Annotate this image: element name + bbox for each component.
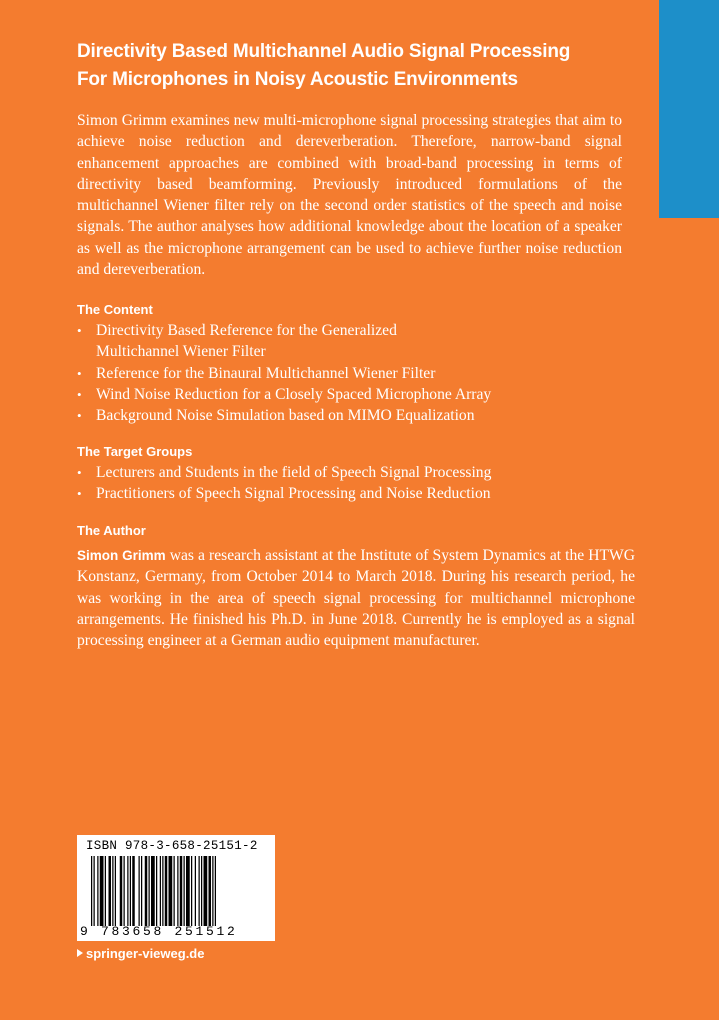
- barcode-bar: [191, 856, 192, 926]
- barcode-bar: [124, 856, 125, 926]
- barcode-bar: [215, 856, 216, 926]
- content-list: [77, 320, 637, 426]
- barcode-bar: [156, 856, 157, 926]
- content-item: • Background Noise Simulation based on MIMO Equalization: [77, 405, 637, 426]
- book-title: [77, 38, 647, 94]
- barcode-bar: [91, 856, 92, 926]
- target-groups-heading: The Target Groups: [77, 444, 193, 459]
- author-bio: [77, 545, 635, 651]
- author-bio-text: was a research assistant at the Institute of System Dynamics at the HTWG Konstanz, Germany, from October 2014 to March 2018. During his research period, he was working in the area of speech signal processing for multichannel microphone arrangements. He finished his Ph.D. in June 2018. Currently he is employed as a signal processing engineer at a German audio equipment manufacturer.: [77, 547, 636, 650]
- barcode-bar: [177, 856, 178, 926]
- barcode-bar: [212, 856, 213, 926]
- barcode-bar: [201, 856, 202, 926]
- barcode-bar: [112, 856, 113, 926]
- content-item: • Directivity Based Reference for the Generalized Multichannel Wiener Filter: [77, 320, 637, 363]
- barcode-bar: [141, 856, 142, 926]
- barcode-bar: [145, 856, 148, 926]
- barcode-bar: [115, 856, 116, 926]
- barcode-bar: [151, 856, 155, 926]
- barcode-bar: [120, 856, 123, 926]
- barcode-bar: [105, 856, 106, 926]
- barcode-bar: [149, 856, 150, 926]
- author-name: Simon Grimm: [77, 548, 166, 563]
- barcode-bar: [165, 856, 168, 926]
- barcode-bar: [132, 856, 135, 926]
- barcode-bar: [180, 856, 183, 926]
- content-heading: The Content: [77, 302, 153, 317]
- isbn-barcode: [77, 835, 275, 941]
- barcode-bar: [204, 856, 208, 926]
- abstract-paragraph: Simon Grimm examines new multi-microphone signal processing strategies that aim to achieve noise reduction and dereverberation. Therefore, narrow-band signal enhancement approaches are combined with broad-band processing in terms of directivity based beamforming. Previously introduced formulations of the multichannel Wiener filter rely on the second order statistics of the speech and noise signals. The author analyses how additional knowledge about the location of a speaker as well as the microphone arrangement can be used to achieve further noise reduction and dereverberation.: [77, 112, 622, 279]
- barcode-bar: [209, 856, 212, 926]
- barcode-bar: [186, 856, 190, 926]
- content-item: • Reference for the Binaural Multichannel Wiener Filter: [77, 363, 637, 384]
- barcode-digits: 9 783658 251512: [80, 924, 238, 939]
- barcode-bar: [199, 856, 200, 926]
- barcode-bar: [100, 856, 104, 926]
- title-line-2: For Microphones in Noisy Acoustic Environments: [77, 69, 518, 90]
- target-group-item: • Lecturers and Students in the field of Speech Signal Processing: [77, 462, 637, 483]
- author-heading: The Author: [77, 523, 146, 538]
- publisher-url: springer-vieweg.de: [86, 946, 205, 961]
- barcode-bar: [97, 856, 98, 926]
- title-line-1: Directivity Based Multichannel Audio Signal Processing: [77, 41, 571, 62]
- triangle-right-icon: [77, 949, 83, 957]
- barcode-bar: [162, 856, 163, 926]
- isbn-label: ISBN 978-3-658-25151-2: [86, 839, 258, 853]
- barcode-bar: [127, 856, 128, 926]
- content-item: • Wind Noise Reduction for a Closely Spaced Microphone Array: [77, 384, 637, 405]
- barcode-bar: [130, 856, 131, 926]
- barcode-bar: [169, 856, 173, 926]
- barcode-bar: [109, 856, 112, 926]
- barcode-bar: [184, 856, 185, 926]
- barcode-bar: [195, 856, 196, 926]
- target-groups-list: [77, 462, 637, 505]
- barcode-bar: [139, 856, 140, 926]
- target-group-item: • Practitioners of Speech Signal Processing and Noise Reduction: [77, 483, 637, 504]
- publisher-link[interactable]: [77, 946, 204, 961]
- barcode-bar: [94, 856, 95, 926]
- side-color-tab: [659, 0, 719, 218]
- barcode-bar: [160, 856, 161, 926]
- barcode-bar: [174, 856, 175, 926]
- barcode-bars: [91, 856, 267, 926]
